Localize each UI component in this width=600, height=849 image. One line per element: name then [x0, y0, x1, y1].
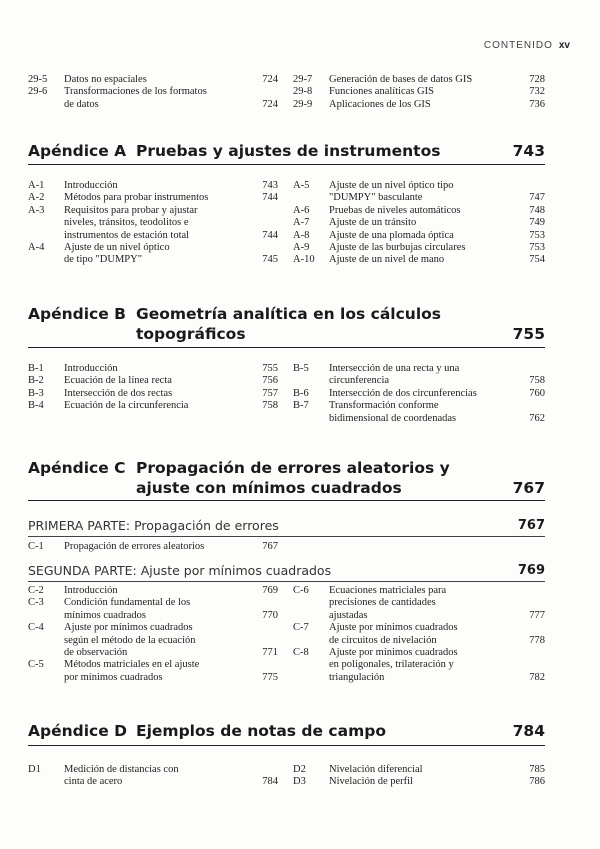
toc-entry	[293, 610, 545, 622]
entry-page: 724	[262, 98, 278, 110]
part-one-heading	[28, 518, 545, 534]
appendix-a-heading	[28, 140, 545, 165]
entry-number: A-9	[293, 242, 310, 254]
toc-entry	[293, 205, 545, 217]
toc-entry	[28, 363, 278, 375]
entry-number	[28, 635, 64, 647]
entry-number: B-3	[28, 387, 44, 399]
toc-entry	[293, 99, 545, 111]
entry-title: Introducción	[64, 363, 118, 374]
entry-number: B-4	[28, 400, 44, 412]
part-title: PRIMERA PARTE: Propagación de errores	[28, 518, 279, 533]
entry-page: 758	[529, 375, 545, 387]
entry-page: 755	[262, 363, 278, 374]
entry-number: 29-5	[28, 74, 48, 85]
toc-entry	[28, 622, 278, 634]
entry-number	[28, 776, 64, 788]
part-title: SEGUNDA PARTE: Ajuste por mínimos cuadrados	[28, 563, 332, 578]
entry-title: mínimos cuadrados	[64, 609, 146, 621]
toc-entry	[293, 230, 545, 242]
toc-entry	[293, 86, 545, 98]
entry-page: 777	[529, 609, 545, 621]
toc-entry	[28, 585, 278, 597]
entry-page: 748	[529, 204, 545, 216]
entry-page: 785	[529, 764, 545, 775]
entry-page: 771	[262, 647, 278, 659]
appendix-label: Apéndice B	[28, 305, 126, 323]
entry-page: 784	[262, 776, 278, 788]
entry-number: B-6	[293, 387, 309, 399]
entry-number	[293, 192, 329, 204]
appendix-title: Propagación de errores aleatorios y	[136, 459, 450, 477]
toc-entry	[293, 242, 545, 254]
toc-entry	[293, 672, 545, 684]
toc-entry	[293, 776, 545, 788]
entry-number: C-3	[28, 597, 44, 609]
toc-entry	[293, 74, 545, 86]
toc-entry	[28, 242, 278, 254]
part-page: 769	[517, 563, 545, 578]
entry-number	[293, 413, 329, 425]
entry-title: Aplicaciones de los GIS	[329, 98, 431, 110]
entry-title: Ajuste por mínimos cuadrados	[64, 622, 193, 634]
entry-title: de tipo "DUMPY"	[64, 254, 142, 266]
toc-entry	[28, 192, 278, 204]
toc-entry	[293, 254, 545, 266]
part-divider	[28, 536, 545, 537]
entry-page: 744	[262, 229, 278, 241]
entry-number: 29-7	[293, 74, 313, 85]
part-two-entries	[28, 585, 545, 684]
appendix-title-line2: ajuste con mínimos cuadrados	[136, 479, 402, 497]
entry-number: 29-8	[293, 86, 313, 98]
entry-page	[523, 585, 545, 597]
appendix-page: 767	[512, 479, 545, 497]
appendix-title: Pruebas y ajustes de instrumentos	[136, 142, 441, 160]
part-two-heading	[28, 563, 545, 579]
entry-number	[28, 99, 64, 111]
toc-entry	[28, 230, 278, 242]
entry-number: A-7	[293, 217, 310, 229]
entry-title: por mínimos cuadrados	[64, 671, 163, 683]
part-page: 767	[517, 518, 545, 533]
entry-number	[28, 610, 64, 622]
entry-title: Ajuste de un nivel de mano	[329, 254, 445, 266]
entry-number	[28, 672, 64, 684]
entry-page: 769	[262, 585, 278, 596]
entry-title: en poligonales, trilateración y	[329, 659, 454, 671]
entry-title: Transformación conforme	[329, 400, 439, 412]
toc-entry	[28, 776, 278, 788]
toc-entry	[293, 400, 545, 412]
entry-page: 782	[529, 671, 545, 683]
entry-title: Transformaciones de los formatos	[64, 86, 207, 98]
entry-number	[293, 672, 329, 684]
entry-page	[523, 400, 545, 412]
appendix-label: Apéndice C	[28, 459, 126, 477]
toc-entry	[28, 86, 278, 98]
toc-column-right	[293, 363, 545, 425]
toc-column-left	[28, 764, 278, 789]
toc-entry	[293, 192, 545, 204]
toc-entry	[293, 413, 545, 425]
entry-title: precisiones de cantidades	[329, 597, 436, 609]
entry-title: niveles, tránsitos, teodolitos e	[64, 217, 189, 229]
entry-page: 760	[529, 387, 545, 399]
entry-number: C-2	[28, 585, 44, 596]
toc-entry	[28, 375, 278, 387]
appendix-a-entries	[28, 180, 545, 267]
entry-title: Ajuste de un nivel óptico	[64, 242, 170, 254]
entry-number	[293, 659, 329, 671]
appendix-c-heading	[28, 458, 545, 501]
entry-title: Introducción	[64, 585, 118, 596]
entry-page	[523, 659, 545, 671]
entry-title: Datos no espaciales	[64, 74, 147, 85]
toc-entry	[28, 597, 278, 609]
toc-entry	[293, 622, 545, 634]
entry-title: cinta de acero	[64, 776, 123, 788]
entry-number: A-4	[28, 242, 45, 254]
entry-title: Nivelación diferencial	[329, 764, 423, 775]
chapter-29-entries	[28, 74, 545, 111]
toc-entry	[28, 764, 278, 776]
entry-number: D3	[293, 776, 306, 788]
part-one-entries	[28, 541, 545, 553]
entry-title: de datos	[64, 98, 99, 110]
entry-number: C-4	[28, 622, 44, 634]
header-label: CONTENIDO	[483, 40, 553, 51]
entry-title: triangulación	[329, 671, 385, 683]
appendix-page: 755	[512, 325, 545, 343]
entry-number: 29-6	[28, 86, 48, 98]
part-divider	[28, 581, 545, 582]
entry-page: 745	[262, 254, 278, 266]
entry-title: Intersección de dos rectas	[64, 387, 173, 399]
appendix-label: Apéndice A	[28, 142, 127, 160]
entry-page	[256, 764, 278, 776]
entry-title: Ecuaciones matriciales para	[329, 585, 447, 596]
toc-entry	[293, 388, 545, 400]
entry-title: Propagación de errores aleatorios	[64, 541, 205, 552]
entry-number: A-8	[293, 229, 310, 241]
toc-entry	[28, 659, 278, 671]
toc-column-right	[293, 180, 545, 267]
entry-title: Métodos matriciales en el ajuste	[64, 659, 200, 671]
entry-page: 736	[529, 98, 545, 110]
entry-title: bidimensional de coordenadas	[329, 412, 457, 424]
entry-page: 749	[529, 217, 545, 229]
entry-title: según el método de la ecuación	[64, 634, 196, 646]
entry-page	[256, 242, 278, 254]
toc-column-right	[293, 74, 545, 111]
appendix-page: 743	[512, 142, 545, 160]
entry-number: D1	[28, 764, 41, 775]
toc-entry	[28, 635, 278, 647]
entry-page	[256, 635, 278, 647]
entry-page: 732	[529, 86, 545, 98]
toc-entry	[28, 254, 278, 266]
entry-page: 762	[529, 412, 545, 424]
entry-number	[28, 647, 64, 659]
appendix-title: Geometría analítica en los cálculos	[136, 305, 442, 323]
entry-page	[523, 597, 545, 609]
toc-column-left	[28, 180, 278, 267]
entry-page: 767	[262, 541, 278, 552]
entry-page	[523, 363, 545, 375]
entry-title: ajustadas	[329, 609, 368, 621]
entry-number: B-5	[293, 363, 309, 374]
toc-entry	[293, 647, 545, 659]
entry-title: Condición fundamental de los	[64, 597, 191, 609]
entry-title: Generación de bases de datos GIS	[329, 74, 473, 85]
entry-page	[523, 180, 545, 192]
toc-column-right	[293, 764, 545, 789]
entry-number: A-5	[293, 180, 310, 191]
entry-title: Introducción	[64, 180, 118, 191]
entry-title: de observación	[64, 647, 128, 659]
entry-page	[256, 659, 278, 671]
entry-page: 744	[262, 192, 278, 204]
toc-entry	[293, 764, 545, 776]
toc-entry	[28, 74, 278, 86]
entry-number: C-1	[28, 541, 44, 552]
appendix-d-entries	[28, 764, 545, 789]
entry-number	[28, 254, 64, 266]
entry-page: 743	[262, 180, 278, 191]
entry-number: D2	[293, 764, 306, 775]
entry-number	[28, 230, 64, 242]
entry-title: Métodos para probar instrumentos	[64, 192, 209, 204]
entry-title: Ajuste de una plomada óptica	[329, 229, 454, 241]
toc-column-left	[28, 74, 278, 111]
toc-entry	[28, 672, 278, 684]
toc-entry	[293, 217, 545, 229]
entry-number: A-1	[28, 180, 45, 191]
entry-title: Requisitos para probar y ajustar	[64, 204, 198, 216]
entry-page	[256, 622, 278, 634]
entry-page: 778	[529, 634, 545, 646]
toc-entry	[28, 610, 278, 622]
entry-page	[256, 205, 278, 217]
toc-entry	[28, 205, 278, 217]
entry-title: Ajuste por mínimos cuadrados	[329, 622, 458, 634]
toc-entry	[28, 647, 278, 659]
entry-title: Ajuste de un tránsito	[329, 217, 417, 229]
entry-number: 29-9	[293, 98, 313, 110]
entry-page: 756	[262, 375, 278, 387]
entry-page: 747	[529, 192, 545, 204]
entry-number: A-3	[28, 204, 45, 216]
entry-page	[523, 622, 545, 634]
entry-page	[523, 647, 545, 659]
toc-entry	[293, 597, 545, 609]
entry-title: "DUMPY" basculante	[329, 192, 423, 204]
appendix-title-line2: topográficos	[136, 325, 246, 343]
appendix-b-entries	[28, 363, 545, 425]
entry-title: Intersección de dos circunferencias	[329, 387, 477, 399]
entry-title: instrumentos de estación total	[64, 229, 190, 241]
entry-title: Ajuste de las burbujas circulares	[329, 242, 466, 254]
entry-number	[293, 597, 329, 609]
toc-column-right	[293, 585, 545, 684]
entry-title: Medición de distancias con	[64, 764, 179, 775]
toc-entry	[28, 217, 278, 229]
appendix-page: 784	[512, 722, 545, 740]
toc-entry	[28, 388, 278, 400]
appendix-title: Ejemplos de notas de campo	[136, 722, 386, 740]
toc-entry	[293, 635, 545, 647]
appendix-label: Apéndice D	[28, 722, 128, 740]
entry-page	[256, 597, 278, 609]
entry-number	[293, 375, 329, 387]
appendix-b-heading	[28, 303, 545, 348]
entry-page	[256, 217, 278, 229]
entry-page: 753	[529, 242, 545, 254]
header-page-number: xv	[558, 40, 570, 51]
toc-entry	[293, 375, 545, 387]
toc-entry	[28, 400, 278, 412]
entry-page	[256, 86, 278, 98]
entry-number	[293, 610, 329, 622]
toc-entry	[293, 585, 545, 597]
entry-number: B-2	[28, 375, 44, 387]
entry-number	[28, 217, 64, 229]
entry-page: 757	[262, 387, 278, 399]
entry-title: de circuitos de nivelación	[329, 634, 437, 646]
entry-page: 724	[262, 74, 278, 85]
toc-entry	[28, 99, 278, 111]
toc-column-left	[28, 585, 278, 684]
entry-title: circunferencia	[329, 375, 390, 387]
entry-page: 758	[262, 400, 278, 412]
entry-number	[293, 635, 329, 647]
entry-number: A-10	[293, 254, 315, 266]
entry-title: Intersección de una recta y una	[329, 363, 460, 374]
entry-page: 775	[262, 671, 278, 683]
entry-title: Ajuste de un nivel óptico tipo	[329, 180, 454, 191]
entry-number: C-6	[293, 585, 309, 596]
running-header	[484, 40, 570, 51]
toc-column-left	[28, 363, 278, 425]
toc-entry	[28, 541, 278, 553]
entry-page: 753	[529, 229, 545, 241]
entry-title: Ajuste por mínimos cuadrados	[329, 647, 458, 659]
entry-page: 770	[262, 609, 278, 621]
entry-page: 728	[529, 74, 545, 85]
entry-number: C-5	[28, 659, 44, 671]
entry-page: 786	[529, 776, 545, 788]
entry-title: Pruebas de niveles automáticos	[329, 204, 461, 216]
toc-entry	[28, 180, 278, 192]
entry-number: C-8	[293, 647, 309, 659]
entry-title: Nivelación de perfil	[329, 776, 413, 788]
toc-entry	[293, 180, 545, 192]
entry-number: C-7	[293, 622, 309, 634]
appendix-d-heading	[28, 721, 545, 746]
toc-column-left	[28, 541, 278, 553]
entry-number: B-1	[28, 363, 44, 374]
entry-title: Ecuación de la línea recta	[64, 375, 172, 387]
entry-title: Ecuación de la circunferencia	[64, 400, 189, 412]
entry-number: A-2	[28, 192, 45, 204]
entry-page: 754	[529, 254, 545, 266]
toc-entry	[293, 363, 545, 375]
entry-number: A-6	[293, 204, 310, 216]
entry-title: Funciones analíticas GIS	[329, 86, 434, 98]
entry-number: B-7	[293, 400, 309, 412]
toc-entry	[293, 659, 545, 671]
